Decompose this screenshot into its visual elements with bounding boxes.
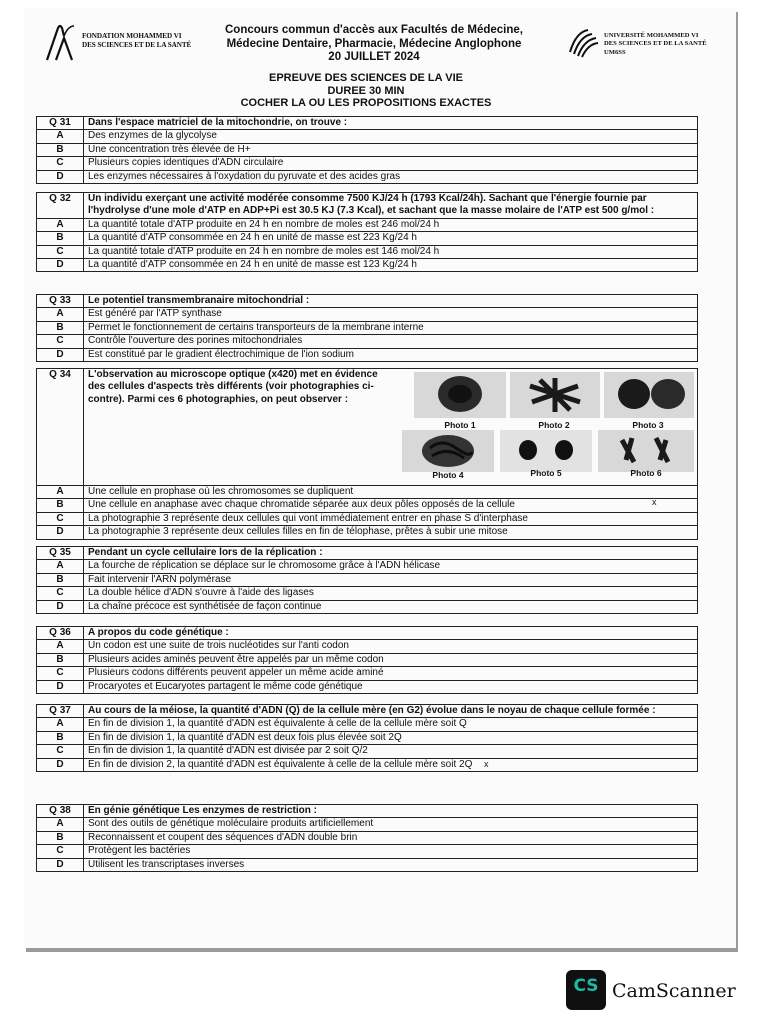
photo-2-image xyxy=(510,372,600,418)
photo-2-caption: Photo 2 xyxy=(538,420,570,430)
handwritten-mark-q37: x xyxy=(484,759,489,769)
option-text[interactable]: La chaîne précoce est synthétisée de façon continue xyxy=(84,600,698,613)
question-id: Q 33 xyxy=(37,295,84,308)
question-38 xyxy=(36,804,698,872)
option-letter: D xyxy=(37,259,84,272)
option-letter: C xyxy=(37,667,84,680)
photo-5-caption: Photo 5 xyxy=(530,468,562,478)
option-letter: A xyxy=(37,308,84,321)
option-letter: A xyxy=(37,486,84,499)
photo-4-caption: Photo 4 xyxy=(432,470,464,480)
option-letter: C xyxy=(37,157,84,170)
option-letter: D xyxy=(37,858,84,871)
micrograph-panel xyxy=(400,370,700,484)
question-32 xyxy=(36,192,698,272)
option-letter: B xyxy=(37,499,84,512)
option-letter: B xyxy=(37,143,84,156)
option-text[interactable]: La quantité totale d'ATP produite en 24 h en nombre de moles est 146 mol/24 h xyxy=(84,245,698,258)
universite-name-line-3: UM6SS xyxy=(604,48,626,56)
option-letter: D xyxy=(37,348,84,361)
option-letter: D xyxy=(37,600,84,613)
question-stem: En génie génétique Les enzymes de restriction : xyxy=(84,805,698,818)
fondation-logo xyxy=(44,22,204,66)
epreuve-title: EPREUVE DES SCIENCES DE LA VIE xyxy=(269,72,463,84)
photo-5-image xyxy=(500,430,592,472)
epreuve-instruction: COCHER LA OU LES PROPOSITIONS EXACTES xyxy=(240,97,492,109)
universite-logo-icon xyxy=(566,26,600,60)
question-stem: Dans l'espace matriciel de la mitochondrie, on trouve : xyxy=(84,117,698,130)
handwritten-mark-q34: x xyxy=(652,497,657,507)
camscanner-logo-icon xyxy=(566,970,606,1010)
concours-line-2: Médecine Dentaire, Pharmacie, Médecine Anglophone xyxy=(226,37,522,50)
question-33 xyxy=(36,294,698,362)
camscanner-badge-text: CS xyxy=(573,976,599,996)
option-letter: C xyxy=(37,245,84,258)
option-text[interactable]: Les enzymes nécessaires à l'oxydation du pyruvate et des acides gras xyxy=(84,170,698,183)
option-letter: A xyxy=(37,560,84,573)
option-letter: B xyxy=(37,831,84,844)
option-text[interactable]: Fait intervenir l'ARN polymérase xyxy=(84,573,698,586)
question-stem: A propos du code génétique : xyxy=(84,627,698,640)
question-31 xyxy=(36,116,698,184)
option-text[interactable]: En fin de division 1, la quantité d'ADN est équivalente à celle de la cellule mère soit Q xyxy=(84,718,698,731)
universite-name-line-2: DES SCIENCES ET DE LA SANTÉ xyxy=(604,40,707,48)
option-text[interactable]: Est généré par l'ATP synthase xyxy=(84,308,698,321)
option-letter: A xyxy=(37,130,84,143)
option-text[interactable]: Sont des outils de génétique moléculaire produits artificiellement xyxy=(84,818,698,831)
question-stem: Pendant un cycle cellulaire lors de la réplication : xyxy=(84,547,698,560)
universite-logo xyxy=(566,26,716,66)
option-text[interactable]: Une concentration très élevée de H+ xyxy=(84,143,698,156)
question-stem: L'observation au microscope optique (x420) met en évidence des cellules d'aspects très différents (voir photographies ci-contre). Parmi ces 6 photographies, on peut observer : xyxy=(84,369,698,486)
option-text[interactable]: Protègent les bactéries xyxy=(84,845,698,858)
option-text[interactable]: Contrôle l'ouverture des porines mitochondriales xyxy=(84,335,698,348)
fondation-logo-icon xyxy=(44,22,78,62)
option-text[interactable]: Plusieurs acides aminés peuvent être appelés par un même codon xyxy=(84,653,698,666)
concours-line-1: Concours commun d'accès aux Facultés de Médecine, xyxy=(225,24,523,36)
question-35 xyxy=(36,546,698,614)
option-letter: D xyxy=(37,680,84,693)
universite-name-line-1: UNIVERSITÉ MOHAMMED VI xyxy=(604,32,699,39)
question-id: Q 36 xyxy=(37,627,84,640)
photo-6-caption: Photo 6 xyxy=(630,468,662,478)
camscanner-name: CamScanner xyxy=(612,980,736,1002)
question-id: Q 31 xyxy=(37,117,84,130)
option-text[interactable]: Est constitué par le gradient électrochimique de l'ion sodium xyxy=(84,348,698,361)
option-text[interactable]: La fourche de réplication se déplace sur le chromosome grâce à l'ADN hélicase xyxy=(84,560,698,573)
option-text[interactable]: Des enzymes de la glycolyse xyxy=(84,130,698,143)
photo-1-caption: Photo 1 xyxy=(444,420,476,430)
option-text[interactable]: Reconnaissent et coupent des séquences d'ADN double brin xyxy=(84,831,698,844)
option-text[interactable]: La double hélice d'ADN s'ouvre à l'aide des ligases xyxy=(84,587,698,600)
question-37 xyxy=(36,704,698,772)
question-id: Q 34 xyxy=(37,369,84,486)
option-text[interactable]: En fin de division 2, la quantité d'ADN est équivalente à celle de la cellule mère soit 2Q xyxy=(84,758,698,771)
option-letter: A xyxy=(37,640,84,653)
option-letter: C xyxy=(37,745,84,758)
photo-6-image xyxy=(598,430,694,472)
question-id: Q 37 xyxy=(37,705,84,718)
option-text[interactable]: Une cellule en prophase où les chromosomes se dupliquent xyxy=(84,486,698,499)
option-letter: D xyxy=(37,170,84,183)
option-text[interactable]: Plusieurs codons différents peuvent appeler un même acide aminé xyxy=(84,667,698,680)
option-text[interactable]: La quantité totale d'ATP produite en 24 h en nombre de moles est 246 mol/24 h xyxy=(84,218,698,231)
fondation-name-line-1: FONDATION MOHAMMED VI xyxy=(82,32,182,40)
option-letter: D xyxy=(37,758,84,771)
question-36 xyxy=(36,626,698,694)
option-letter: A xyxy=(37,218,84,231)
option-letter: B xyxy=(37,573,84,586)
question-id: Q 38 xyxy=(37,805,84,818)
question-stem: Au cours de la méiose, la quantité d'ADN (Q) de la cellule mère (en G2) évolue dans le noyau de chaque cellule formée : xyxy=(84,705,698,718)
question-id: Q 35 xyxy=(37,547,84,560)
option-letter: C xyxy=(37,845,84,858)
option-letter: C xyxy=(37,512,84,525)
option-text[interactable]: Un codon est une suite de trois nucléotides sur l'anti codon xyxy=(84,640,698,653)
photo-3-image xyxy=(604,372,694,418)
option-text[interactable]: Une cellule en anaphase avec chaque chromatide séparée aux deux pôles opposés de la cellule xyxy=(84,499,698,512)
option-text[interactable]: Permet le fonctionnement de certains transporteurs de la membrane interne xyxy=(84,321,698,334)
concours-date: 20 JUILLET 2024 xyxy=(328,51,420,63)
photo-4-image xyxy=(402,430,494,472)
option-letter: C xyxy=(37,335,84,348)
option-text[interactable]: En fin de division 1, la quantité d'ADN est divisée par 2 soit Q/2 xyxy=(84,745,698,758)
option-text[interactable]: En fin de division 1, la quantité d'ADN est deux fois plus élevée soit 2Q xyxy=(84,731,698,744)
option-text[interactable]: La quantité d'ATP consommée en 24 h en unité de masse est 123 Kg/24 h xyxy=(84,259,698,272)
epreuve-duration: DUREE 30 MIN xyxy=(327,84,405,97)
concours-title xyxy=(206,24,542,65)
question-stem: Le potentiel transmembranaire mitochondrial : xyxy=(84,295,698,308)
option-letter: D xyxy=(37,526,84,539)
photo-3-caption: Photo 3 xyxy=(632,420,664,430)
option-text[interactable]: Utilisent les transcriptases inverses xyxy=(84,858,698,871)
option-letter: C xyxy=(37,587,84,600)
option-text[interactable]: La photographie 3 représente deux cellules filles en fin de télophase, prêtes à subir une mitose xyxy=(84,526,698,539)
option-text[interactable]: Procaryotes et Eucaryotes partagent le même code génétique xyxy=(84,680,698,693)
option-letter: B xyxy=(37,731,84,744)
option-letter: B xyxy=(37,232,84,245)
option-letter: A xyxy=(37,818,84,831)
option-text[interactable]: Plusieurs copies identiques d'ADN circulaire xyxy=(84,157,698,170)
fondation-name-line-2: DES SCIENCES ET DE LA SANTÉ xyxy=(82,41,192,49)
question-id: Q 32 xyxy=(37,193,84,219)
photo-1-image xyxy=(414,372,506,418)
option-letter: B xyxy=(37,653,84,666)
question-stem: Un individu exerçant une activité modérée consomme 7500 KJ/24 h (1793 Kcal/24h). Sachant que l'énergie fournie par l'hydrolyse d'une mole d'ATP en ADP+Pi est 30.5 KJ (7.3 Kcal), et sachant que la masse molaire de l'ATP est 500 g/mol : xyxy=(84,193,698,219)
epreuve-heading xyxy=(212,72,520,110)
option-text[interactable]: La photographie 3 représente deux cellules qui vont immédiatement entrer en phase S d'interphase xyxy=(84,512,698,525)
option-letter: A xyxy=(37,718,84,731)
option-text[interactable]: La quantité d'ATP consommée en 24 h en unité de masse est 223 Kg/24 h xyxy=(84,232,698,245)
option-letter: B xyxy=(37,321,84,334)
